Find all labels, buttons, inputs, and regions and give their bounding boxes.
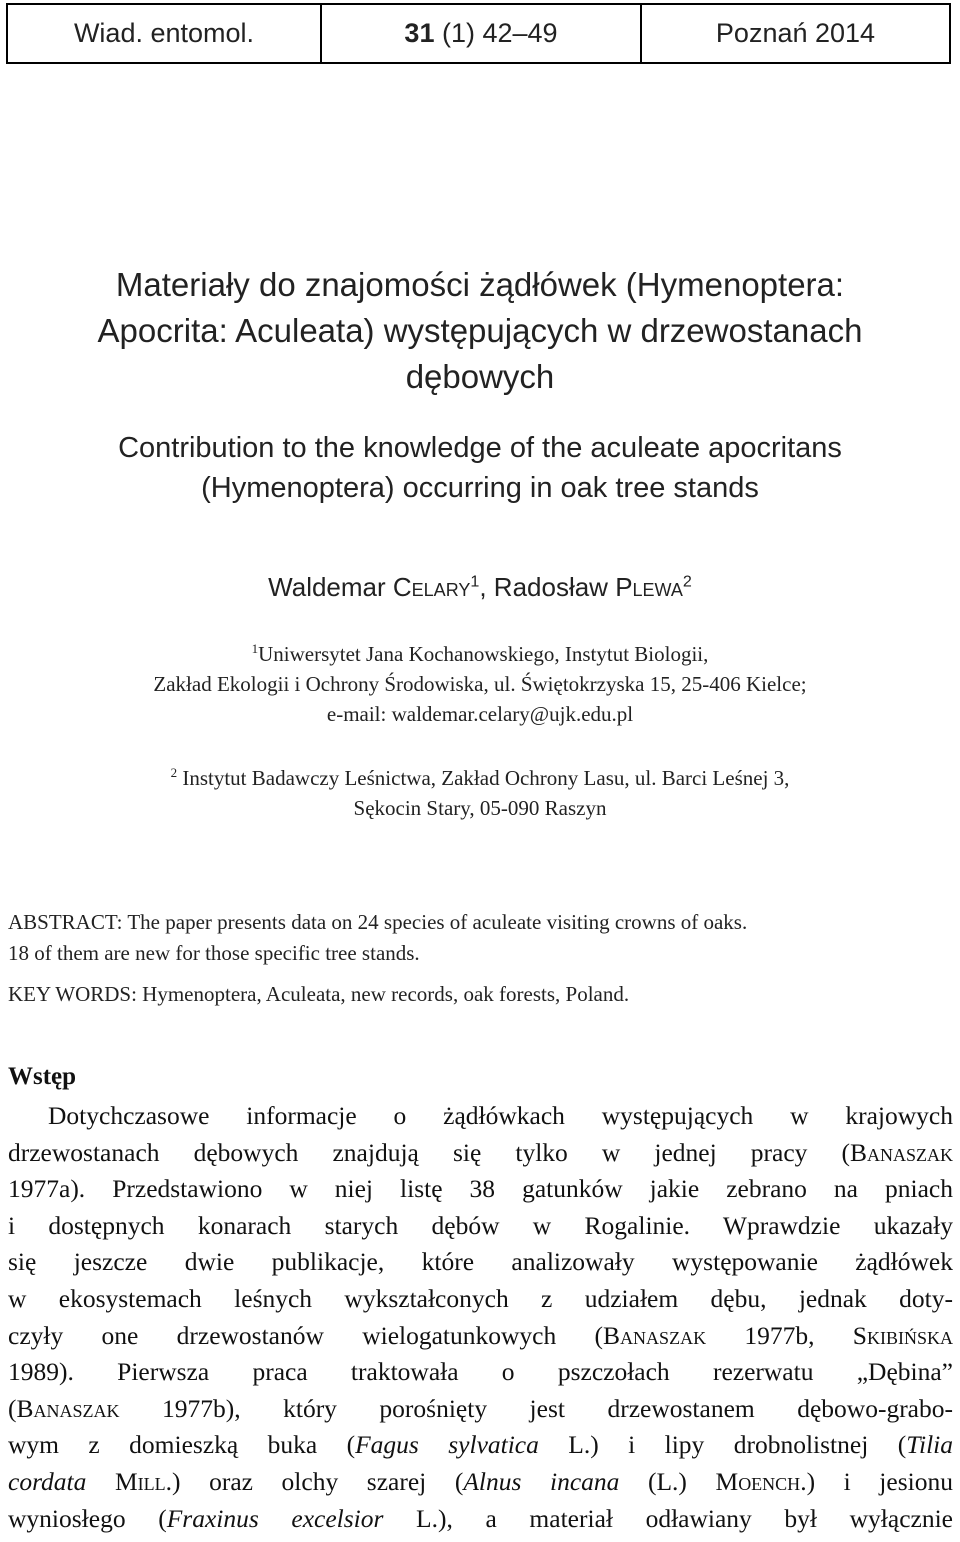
title-pl-line1: Materiały do znajomości żądłówek (Hymenoptera: xyxy=(115,266,845,303)
journal-header xyxy=(6,3,951,64)
issue-pages: (1) 42–49 xyxy=(434,18,558,48)
abstract xyxy=(8,907,953,969)
body-span: wyniosłego ( xyxy=(8,1503,167,1533)
species-name: cordata xyxy=(8,1466,87,1496)
aff1-mark: 1 xyxy=(251,641,259,656)
abstract-line1: ABSTRACT: The paper presents data on 24 species of aculeate visiting crowns of oaks. xyxy=(8,910,748,934)
aff2-mark: 2 xyxy=(170,765,178,780)
body-span: (L.) M xyxy=(619,1466,739,1496)
section-heading: Wstęp xyxy=(8,1063,77,1090)
body-span: .) oraz olchy szarej ( xyxy=(165,1466,464,1496)
author-citation: ill xyxy=(137,1466,166,1496)
abstract-line2: 18 of them are new for those specific tree stands. xyxy=(8,941,420,965)
aff1-email: e-mail: waldemar.celary@ujk.edu.pl xyxy=(326,702,634,726)
author-citation: anaszak xyxy=(620,1320,707,1350)
body-line: Dotychczasowe informacje o żądłówkach występujących w krajowych xyxy=(48,1101,953,1130)
volume-number: 31 xyxy=(404,18,435,48)
title-en-line1: Contribution to the knowledge of the aculeate apocritans xyxy=(118,432,842,464)
body-span: (B xyxy=(8,1393,34,1423)
author1-first: Waldemar xyxy=(268,572,393,602)
body-line xyxy=(8,1135,953,1172)
body-line xyxy=(8,1464,953,1501)
affiliation-1 xyxy=(0,639,960,729)
author1-affiliation-mark: 1 xyxy=(470,572,480,591)
author-citation: anaszak xyxy=(866,1137,953,1167)
aff2-line1: Instytut Badawczy Leśnictwa, Zakład Ochrony Lasu, ul. Barci Leśnej 3, xyxy=(177,766,790,790)
species-name: Fraxinus excelsior xyxy=(166,1503,384,1533)
body-span: wym z domieszką buka ( xyxy=(8,1430,356,1460)
body-line: w ekosystemach leśnych wykształconych z udziałem dębu, jednak doty- xyxy=(8,1283,953,1313)
aff2-line2: Sękocin Stary, 05-090 Raszyn xyxy=(353,796,607,820)
author2-affiliation-mark: 2 xyxy=(682,572,692,591)
body-line xyxy=(8,1427,953,1464)
aff1-line2: Zakład Ekologii i Ochrony Środowiska, ul. Świętokrzyska 15, 25-406 Kielce; xyxy=(153,672,807,696)
keywords: KEY WORDS: Hymenoptera, Aculeata, new records, oak forests, Poland. xyxy=(8,982,630,1006)
body-line xyxy=(8,1501,953,1538)
author-separator: , Radosław xyxy=(479,572,616,602)
aff1-line1: Uniwersytet Jana Kochanowskiego, Instytut Biologii, xyxy=(258,642,709,666)
body-line: 1977a). Przedstawiono w niej listę 38 gatunków jakie zebrano na pniach xyxy=(8,1174,953,1204)
author-citation: kibińska xyxy=(866,1320,953,1350)
title-polish xyxy=(0,262,960,400)
species-name: Tilia xyxy=(906,1430,953,1460)
body-span: 1977b), który porośnięty jest drzewostanem dębowo-grabo- xyxy=(119,1393,953,1423)
place-year: Poznań 2014 xyxy=(715,18,876,48)
body-line xyxy=(8,1391,953,1428)
title-en-line2: (Hymenoptera) occurring in oak tree stands xyxy=(201,472,759,504)
author-citation: oench xyxy=(738,1466,801,1496)
body-line: 1989). Pierwsza praca traktowała o pszczołach rezerwatu „Dębina” xyxy=(8,1357,953,1387)
affiliation-2 xyxy=(0,763,960,823)
title-english xyxy=(0,428,960,508)
journal-name: Wiad. entomol. xyxy=(8,5,322,62)
author1-last: Celary xyxy=(392,572,471,602)
body-span: L.), a materiał odławiany był wyłącznie xyxy=(383,1503,953,1533)
volume-info xyxy=(322,5,642,62)
body-span: 1977b, S xyxy=(706,1320,867,1350)
species-name: Fagus sylvatica xyxy=(355,1430,539,1460)
body-span: L.) i lipy drobnolistnej ( xyxy=(538,1430,907,1460)
body-span: M xyxy=(86,1466,138,1496)
title-pl-line2: Apocrita: Aculeata) występujących w drzewostanach xyxy=(97,312,863,349)
body-line: i dostępnych konarach starych dębów w Rogalinie. Wprawdzie ukazały xyxy=(8,1210,953,1240)
author-list xyxy=(0,572,960,603)
body-span: .) i jesionu xyxy=(800,1466,953,1496)
body-span: drzewostanach dębowych znajdują się tylko w jednej pracy (B xyxy=(8,1137,867,1167)
author-citation: anaszak xyxy=(33,1393,120,1423)
species-name: Alnus incana xyxy=(463,1466,620,1496)
section-body xyxy=(8,1098,953,1537)
body-span: czyły one drzewostanów wielogatunkowych (B xyxy=(8,1320,621,1350)
body-line: się jeszcze dwie publikacje, które analizowały występowanie żądłówek xyxy=(8,1247,953,1277)
title-pl-line3: dębowych xyxy=(405,358,555,395)
author2-last: Plewa xyxy=(615,572,683,602)
body-line xyxy=(8,1318,953,1355)
